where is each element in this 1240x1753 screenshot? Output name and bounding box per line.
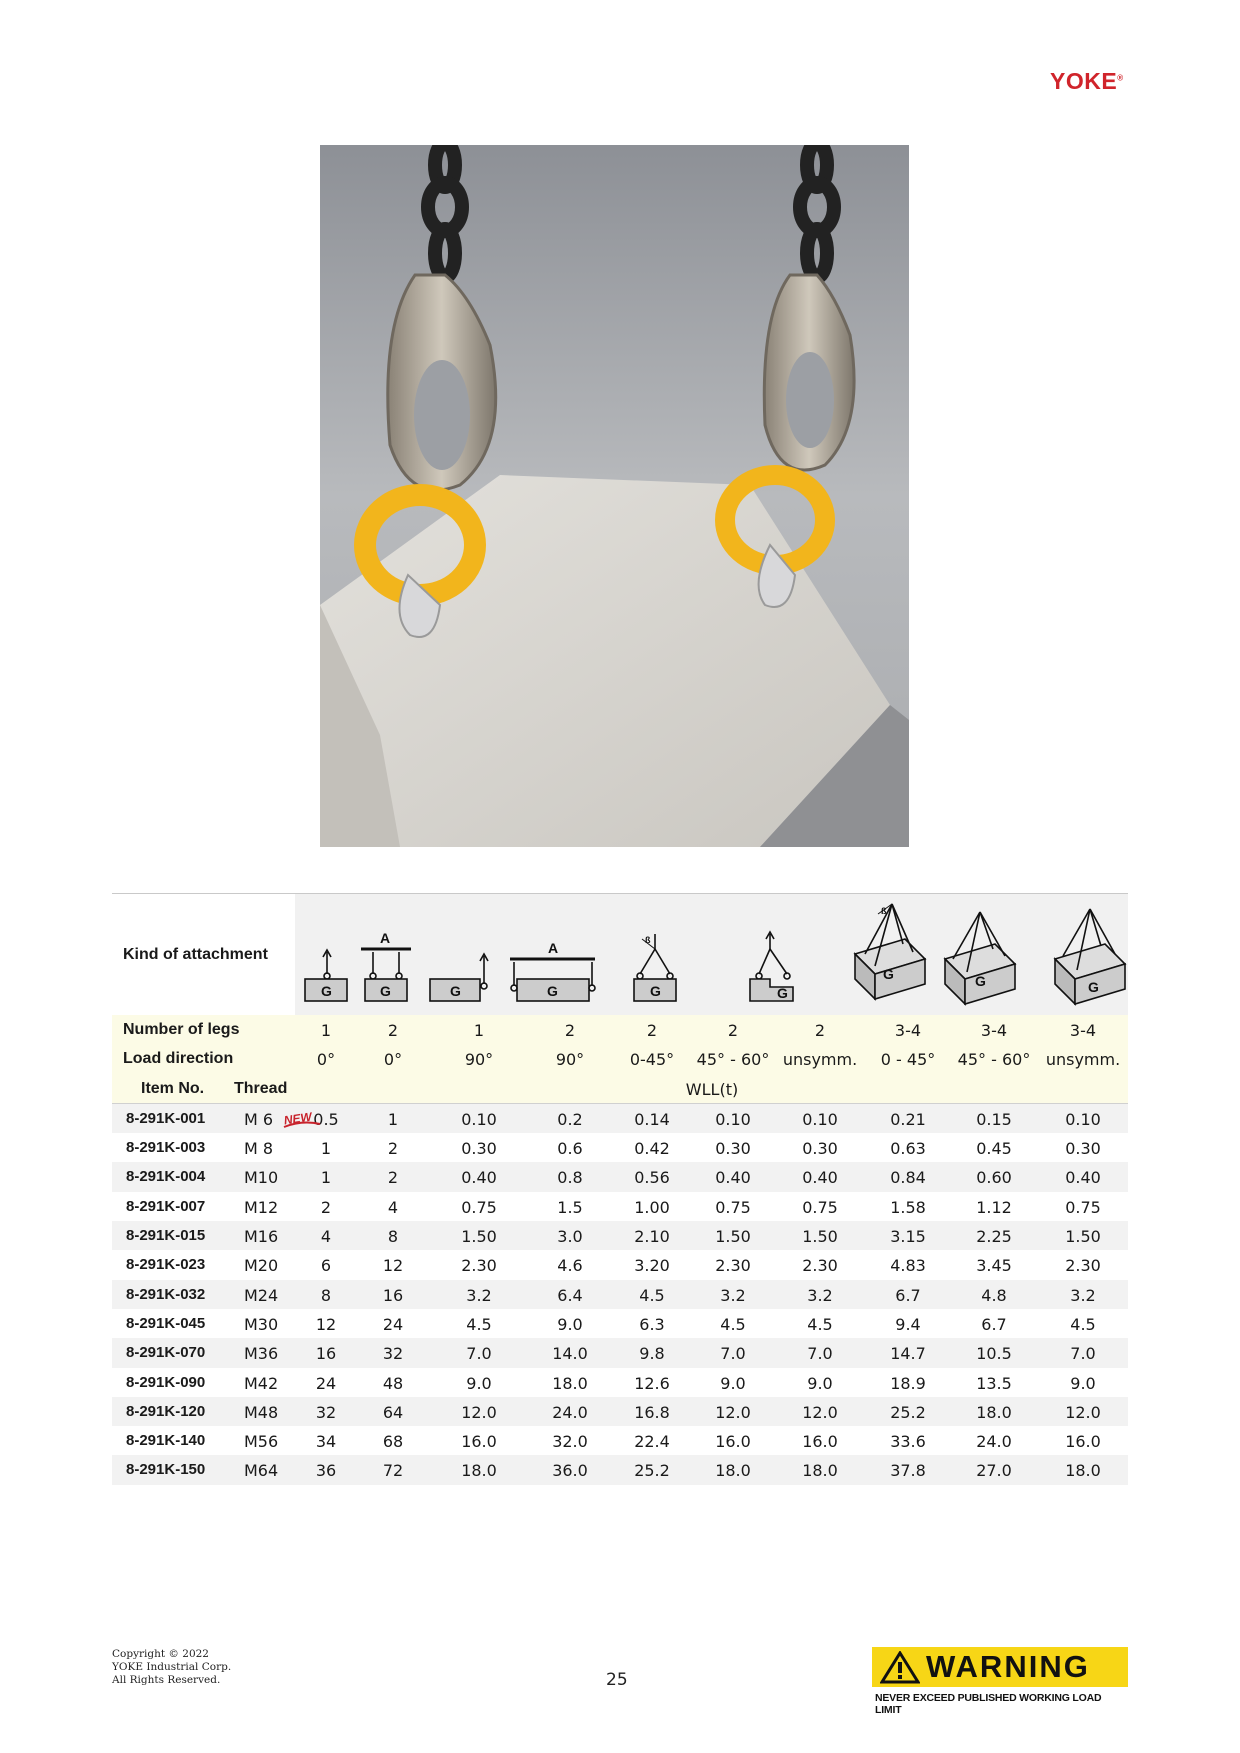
- wll-cell: 18.0: [715, 1461, 751, 1481]
- wll-cell: 0.40: [802, 1168, 838, 1188]
- attach-g-9: G: [1088, 979, 1099, 995]
- wll-cell: 18.0: [802, 1461, 838, 1481]
- wll-cell: 0.15: [976, 1109, 1012, 1129]
- wll-cell: 6.4: [557, 1285, 583, 1305]
- wll-cell: 27.0: [976, 1461, 1012, 1481]
- wll-cell: 1.50: [461, 1227, 497, 1247]
- wll-cell: 1: [320, 1139, 332, 1159]
- legs-cell: 3-4: [1069, 1021, 1097, 1040]
- wll-cell: 4.83: [890, 1256, 926, 1276]
- wll-cell: 1.50: [1065, 1227, 1101, 1247]
- legs-cell: 2: [564, 1021, 576, 1040]
- item-number: 8-291K-007: [126, 1197, 206, 1215]
- wll-cell: 4.5: [1070, 1314, 1096, 1334]
- wll-cell: 34: [315, 1432, 337, 1452]
- wll-cell: 2: [387, 1139, 399, 1159]
- wll-cell: 18.0: [1065, 1461, 1101, 1481]
- item-number: 8-291K-045: [126, 1314, 206, 1332]
- wll-cell: 0.14: [634, 1109, 670, 1129]
- direction-cell: 90°: [464, 1050, 494, 1070]
- wll-cell: 8: [320, 1285, 332, 1305]
- direction-row: [112, 1044, 1128, 1073]
- item-header-row: [112, 1074, 1128, 1104]
- wll-cell: 3.20: [634, 1256, 670, 1276]
- wll-cell: 3.15: [890, 1227, 926, 1247]
- wll-cell: 0.56: [634, 1168, 670, 1188]
- table-row: [112, 1162, 1128, 1191]
- wll-cell: 18.0: [976, 1402, 1012, 1422]
- table-row: [112, 1338, 1128, 1367]
- wll-cell: 4: [387, 1197, 399, 1217]
- wll-cell: 16.0: [461, 1432, 497, 1452]
- svg-text:NEW: NEW: [282, 1109, 313, 1128]
- thread-size: M10: [244, 1168, 279, 1188]
- wll-cell: 4.8: [981, 1285, 1007, 1305]
- wll-cell: 32.0: [552, 1432, 588, 1452]
- thread-size: M56: [244, 1432, 279, 1452]
- wll-cell: 12.0: [461, 1402, 497, 1422]
- direction-cell: 0-45°: [629, 1050, 675, 1070]
- wll-cell: 18.0: [552, 1373, 588, 1393]
- wll-cell: 3.2: [807, 1285, 833, 1305]
- wll-cell: 37.8: [890, 1461, 926, 1481]
- wll-cell: 1.5: [557, 1197, 583, 1217]
- wll-cell: 2: [320, 1197, 332, 1217]
- wll-cell: 7.0: [1070, 1344, 1096, 1364]
- thread-size: M48: [244, 1402, 279, 1422]
- wll-cell: 0.21: [890, 1109, 926, 1129]
- wll-table: [112, 893, 1128, 1485]
- wll-cell: 2: [387, 1168, 399, 1188]
- item-number: 8-291K-015: [126, 1227, 206, 1245]
- wll-cell: 12.0: [1065, 1402, 1101, 1422]
- wll-cell: 18.9: [890, 1373, 926, 1393]
- attach-g-3: G: [450, 983, 461, 999]
- wll-cell: 9.4: [895, 1314, 921, 1334]
- legs-cell: 1: [320, 1021, 332, 1040]
- wll-cell: 12: [382, 1256, 404, 1276]
- copyright-line: Copyright © 2022: [112, 1648, 209, 1660]
- direction-cell: 0°: [383, 1050, 403, 1070]
- legs-cell: 2: [727, 1021, 739, 1040]
- wll-cell: 7.0: [807, 1344, 833, 1364]
- direction-cell: unsymm.: [782, 1050, 858, 1070]
- wll-label: WLL(t): [685, 1079, 739, 1099]
- thread-size: M42: [244, 1373, 279, 1393]
- thread-size: M24: [244, 1285, 279, 1305]
- wll-cell: 0.30: [461, 1139, 497, 1159]
- wll-cell: 68: [382, 1432, 404, 1452]
- wll-cell: 0.75: [715, 1197, 751, 1217]
- item-number: 8-291K-032: [126, 1285, 206, 1303]
- wll-cell: 14.7: [890, 1344, 926, 1364]
- table-row: [112, 1426, 1128, 1455]
- legs-cell: 1: [473, 1021, 485, 1040]
- legs-cell: 3-4: [894, 1021, 922, 1040]
- wll-cell: 6: [320, 1256, 332, 1276]
- wll-cell: 1.50: [802, 1227, 838, 1247]
- wll-cell: 16: [382, 1285, 404, 1305]
- wll-cell: 1.12: [976, 1197, 1012, 1217]
- wll-cell: 32: [315, 1402, 337, 1422]
- item-number: 8-291K-023: [126, 1256, 206, 1274]
- wll-cell: 33.6: [890, 1432, 926, 1452]
- legs-row: [112, 1015, 1128, 1044]
- wll-cell: 3.2: [466, 1285, 492, 1305]
- wll-cell: 0.40: [1065, 1168, 1101, 1188]
- wll-cell: 7.0: [720, 1344, 746, 1364]
- attach-a-4: A: [548, 940, 559, 956]
- wll-cell: 9.0: [557, 1314, 583, 1334]
- wll-cell: 24: [315, 1373, 337, 1393]
- warning-label: [872, 1647, 1128, 1716]
- attach-g-2: G: [380, 983, 391, 999]
- legs-cell: 2: [646, 1021, 658, 1040]
- attach-g-8: G: [975, 973, 986, 989]
- direction-cell: 45° - 60°: [696, 1050, 770, 1070]
- wll-cell: 14.0: [552, 1344, 588, 1364]
- warning-banner: [872, 1647, 1128, 1687]
- attachment-diagrams: [295, 894, 1128, 1015]
- wll-cell: 0.75: [802, 1197, 838, 1217]
- wll-cell: 9.0: [807, 1373, 833, 1393]
- thread-size: M12: [244, 1197, 279, 1217]
- table-row: [112, 1250, 1128, 1279]
- wll-cell: 1: [387, 1109, 399, 1129]
- thread-size: M 6: [244, 1109, 274, 1129]
- wll-cell: 1.58: [890, 1197, 926, 1217]
- table-row: [112, 1104, 1128, 1133]
- thread-size: M30: [244, 1314, 279, 1334]
- wll-cell: 36: [315, 1461, 337, 1481]
- legs-cell: 3-4: [980, 1021, 1008, 1040]
- wll-cell: 72: [382, 1461, 404, 1481]
- wll-cell: 3.2: [720, 1285, 746, 1305]
- wll-cell: 9.0: [1070, 1373, 1096, 1393]
- wll-cell: 9.0: [720, 1373, 746, 1393]
- item-number: 8-291K-001: [126, 1109, 206, 1127]
- logo-text: YOKE: [1050, 68, 1118, 94]
- wll-cell: 2.10: [634, 1227, 670, 1247]
- item-number: 8-291K-150: [126, 1461, 206, 1479]
- thread-size: M20: [244, 1256, 279, 1276]
- item-number: 8-291K-003: [126, 1139, 206, 1157]
- item-label: Item No.: [141, 1079, 205, 1097]
- wll-cell: 0.45: [976, 1139, 1012, 1159]
- direction-label: Load direction: [123, 1050, 234, 1068]
- wll-cell: 3.45: [976, 1256, 1012, 1276]
- wll-cell: 0.60: [976, 1168, 1012, 1188]
- wll-cell: 25.2: [634, 1461, 670, 1481]
- header-block: [112, 1015, 1128, 1104]
- wll-cell: 12.0: [715, 1402, 751, 1422]
- legs-cell: 2: [814, 1021, 826, 1040]
- wll-cell: 0.42: [634, 1139, 670, 1159]
- wll-cell: 16.0: [1065, 1432, 1101, 1452]
- wll-cell: 16: [315, 1344, 337, 1364]
- wll-cell: 0.75: [461, 1197, 497, 1217]
- yoke-logo: [1050, 68, 1124, 95]
- thread-size: M36: [244, 1344, 279, 1364]
- direction-cell: 0°: [316, 1050, 336, 1070]
- wll-cell: 22.4: [634, 1432, 670, 1452]
- wll-cell: 0.75: [1065, 1197, 1101, 1217]
- wll-cell: 4.6: [557, 1256, 583, 1276]
- wll-cell: 16.0: [715, 1432, 751, 1452]
- table-row: [112, 1397, 1128, 1426]
- wll-cell: 0.40: [715, 1168, 751, 1188]
- wll-cell: 4.5: [720, 1314, 746, 1334]
- wll-cell: 0.30: [802, 1139, 838, 1159]
- wll-cell: 0.10: [802, 1109, 838, 1129]
- wll-cell: 48: [382, 1373, 404, 1393]
- wll-cell: 0.5: [313, 1109, 339, 1129]
- wll-cell: 0.8: [557, 1168, 583, 1188]
- wll-cell: 1.50: [715, 1227, 751, 1247]
- wll-cell: 32: [382, 1344, 404, 1364]
- table-row: [112, 1192, 1128, 1221]
- attach-g-4: G: [547, 983, 558, 999]
- wll-cell: 4.5: [639, 1285, 665, 1305]
- wll-cell: 1: [320, 1168, 332, 1188]
- wll-cell: 0.40: [461, 1168, 497, 1188]
- wll-cell: 6.7: [895, 1285, 921, 1305]
- warning-subtitle: NEVER EXCEED PUBLISHED WORKING LOAD LIMIT: [875, 1692, 1102, 1716]
- warning-title: WARNING: [926, 1649, 1090, 1684]
- table-row: [112, 1280, 1128, 1309]
- wll-cell: 0.84: [890, 1168, 926, 1188]
- wll-cell: 2.30: [802, 1256, 838, 1276]
- wll-cell: 6.3: [639, 1314, 665, 1334]
- wll-cell: 25.2: [890, 1402, 926, 1422]
- item-number: 8-291K-004: [126, 1168, 206, 1186]
- legs-cell: 2: [387, 1021, 399, 1040]
- wll-cell: 4.5: [807, 1314, 833, 1334]
- table-row: [112, 1133, 1128, 1162]
- item-number: 8-291K-140: [126, 1432, 206, 1450]
- wll-cell: 24.0: [976, 1432, 1012, 1452]
- wll-cell: 9.0: [466, 1373, 492, 1393]
- wll-cell: 0.6: [557, 1139, 583, 1159]
- item-number: 8-291K-090: [126, 1373, 206, 1391]
- wll-cell: 36.0: [552, 1461, 588, 1481]
- wll-cell: 64: [382, 1402, 404, 1422]
- item-number: 8-291K-120: [126, 1402, 206, 1420]
- direction-cell: 0 - 45°: [880, 1050, 936, 1070]
- attach-icon-7: [855, 904, 925, 999]
- wll-cell: 12: [315, 1314, 337, 1334]
- copyright-line: YOKE Industrial Corp.: [112, 1661, 232, 1673]
- table-row: [112, 1221, 1128, 1250]
- wll-cell: 8: [387, 1227, 399, 1247]
- wll-cell: 4.5: [466, 1314, 492, 1334]
- table-row: [112, 1309, 1128, 1338]
- wll-cell: 2.30: [715, 1256, 751, 1276]
- wll-cell: 7.0: [466, 1344, 492, 1364]
- table-row: [112, 1455, 1128, 1484]
- copyright-line: All Rights Reserved.: [112, 1674, 221, 1686]
- wll-cell: 13.5: [976, 1373, 1012, 1393]
- attach-g-6: G: [777, 985, 788, 1001]
- wll-cell: 0.30: [715, 1139, 751, 1159]
- attach-angle-7: ß: [881, 906, 887, 916]
- page-number: 25: [606, 1670, 628, 1690]
- attach-g-7: G: [883, 966, 894, 982]
- wll-cell: 0.10: [1065, 1109, 1101, 1129]
- attachment-label: Kind of attachment: [123, 946, 268, 963]
- wll-cell: 16.8: [634, 1402, 670, 1422]
- wll-cell: 0.2: [557, 1109, 583, 1129]
- attachment-row: [112, 893, 1128, 1015]
- wll-cell: 10.5: [976, 1344, 1012, 1364]
- registered-mark: ®: [1117, 73, 1124, 83]
- wll-cell: 2.25: [976, 1227, 1012, 1247]
- wll-cell: 4: [320, 1227, 332, 1247]
- thread-size: M64: [244, 1461, 279, 1481]
- wll-cell: 1.00: [634, 1197, 670, 1217]
- wll-cell: 3.2: [1070, 1285, 1096, 1305]
- copyright: [112, 1648, 231, 1687]
- table-row: [112, 1368, 1128, 1397]
- wll-cell: 0.10: [715, 1109, 751, 1129]
- warning-triangle-icon: [880, 1651, 920, 1684]
- wll-cell: 0.30: [1065, 1139, 1101, 1159]
- wll-cell: 0.63: [890, 1139, 926, 1159]
- thread-label: Thread: [234, 1079, 288, 1097]
- wll-cell: 12.0: [802, 1402, 838, 1422]
- attach-a-2: A: [380, 930, 391, 946]
- new-badge: [282, 1110, 322, 1132]
- attach-g-1: G: [321, 983, 332, 999]
- data-rows: [112, 1104, 1128, 1485]
- attach-g-5: G: [650, 983, 661, 999]
- wll-cell: 2.30: [1065, 1256, 1101, 1276]
- wll-cell: 12.6: [634, 1373, 670, 1393]
- wll-cell: 6.7: [981, 1314, 1007, 1334]
- wll-cell: 16.0: [802, 1432, 838, 1452]
- wll-cell: 9.8: [639, 1344, 665, 1364]
- direction-cell: 45° - 60°: [957, 1050, 1031, 1070]
- wll-cell: 0.10: [461, 1109, 497, 1129]
- attachment-icons: [295, 894, 1128, 1015]
- wll-cell: 18.0: [461, 1461, 497, 1481]
- thread-size: M16: [244, 1227, 279, 1247]
- product-photo: [320, 145, 909, 847]
- thread-size: M 8: [244, 1139, 274, 1159]
- direction-cell: unsymm.: [1045, 1050, 1121, 1070]
- legs-label: Number of legs: [123, 1021, 240, 1038]
- wll-cell: 24.0: [552, 1402, 588, 1422]
- wll-cell: 2.30: [461, 1256, 497, 1276]
- direction-cell: 90°: [555, 1050, 585, 1070]
- wll-cell: 24: [382, 1314, 404, 1334]
- wll-cell: 3.0: [557, 1227, 583, 1247]
- item-number: 8-291K-070: [126, 1344, 206, 1362]
- attach-angle-5: ß: [645, 935, 651, 945]
- attach-icon-8: [945, 912, 1015, 1004]
